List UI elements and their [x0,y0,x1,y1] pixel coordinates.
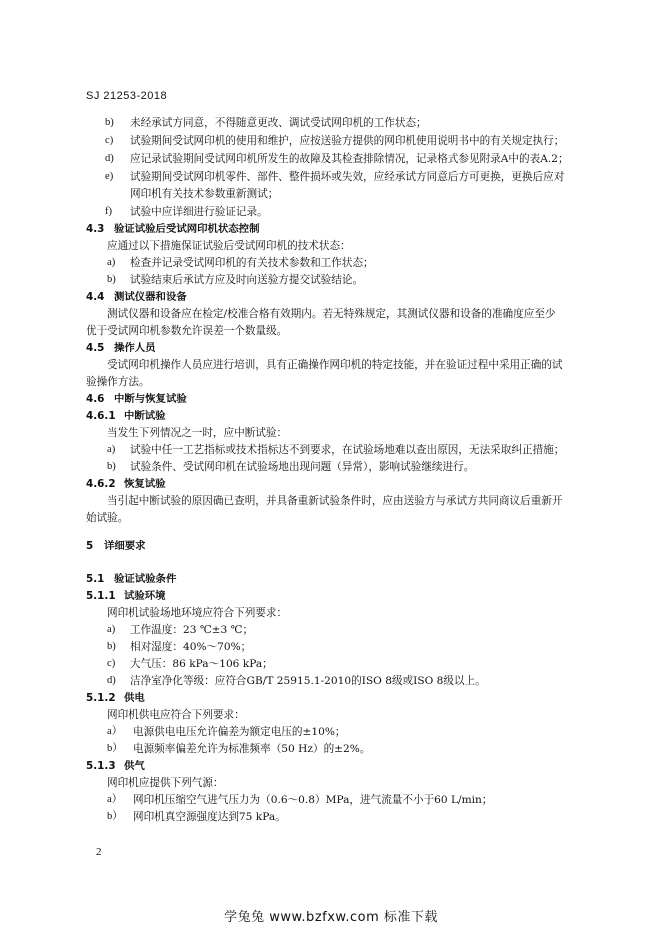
list-label: f) [105,206,113,217]
section-number: 5.1.2 [86,692,116,704]
section-title: 验证试验条件 [114,573,177,585]
list-label: a） [107,726,123,737]
section-intro: 当发生下列情况之一时，应中断试验： [107,427,288,439]
list-item-continuation: 网印机有关技术参数重新测试； [130,188,279,200]
list-label: a) [107,444,116,455]
list-item: 试验期间受试网印机零件、部件、整件损坏或失效，应经承试方同意后方可更换，更换后应对 [130,171,565,183]
document-code: SJ 21253-2018 [86,90,168,102]
section-title: 供电 [124,692,145,704]
section-intro: 网印机试验场地环境应符合下列要求： [107,607,288,619]
section-intro: 网印机应提供下列气源： [107,777,224,789]
paragraph-line: 优于受试网印机参数允许误差一个数量级。 [86,325,288,337]
section-title: 操作人员 [114,342,156,354]
section-number: 4.6.2 [86,478,116,490]
section-number: 4.6.1 [86,410,116,422]
section-title: 详细要求 [104,540,146,552]
list-label: c) [105,135,114,146]
section-number: 5.1 [86,573,105,585]
section-title: 恢复试验 [124,478,166,490]
list-item: 工作温度：23 ℃±3 ℃； [130,624,254,636]
section-number: 5.1.1 [86,590,116,602]
list-item: 试验中任一工艺指标或技术指标达不到要求，在试验场地难以查出原因，无法采取纠正措施； [130,444,565,456]
section-title: 供气 [124,760,145,772]
list-label: e) [105,171,114,182]
list-item: 试验中应详细进行验证记录。 [130,206,268,218]
list-item: 网印机真空源强度达到75 kPa。 [133,811,286,823]
list-item: 应记录试验期间受试网印机所发生的故障及其检查排除情况，记录格式参见附录A中的表A.2； [130,153,569,165]
list-item: 相对湿度：40%～70%； [130,641,252,653]
section-title: 中断试验 [124,410,166,422]
list-label: b） [107,811,123,822]
section-intro: 网印机供电应符合下列要求： [107,709,245,721]
paragraph-line: 当引起中断试验的原因确已查明，并具备重新试验条件时，应由送验方与承试方共同商议后重新开 [107,495,563,507]
list-label: b） [107,743,123,754]
section-title: 试验环境 [124,590,166,602]
list-label: d) [105,153,114,164]
list-item: 未经承试方同意，不得随意更改、调试受试网印机的工作状态； [130,117,427,129]
list-item: 试验结束后承试方应及时向送验方提交试验结论。 [130,274,364,286]
section-title: 测试仪器和设备 [114,291,187,303]
paragraph-line: 始试验。 [86,512,129,524]
page-number: 2 [96,846,102,858]
section-intro: 应通过以下措施保证试验后受试网印机的技术状态： [107,240,351,252]
section-number: 4.4 [86,291,105,303]
list-label: a) [107,257,116,268]
section-title: 验证试验后受试网印机状态控制 [114,223,260,235]
list-item: 电源供电电压允许偏差为额定电压的±10%； [133,726,346,738]
section-number: 4.3 [86,223,105,235]
list-label: b) [107,461,116,472]
list-label: b) [107,274,116,285]
paragraph-line: 验操作方法。 [86,376,150,388]
list-item: 试验期间受试网印机的使用和维护，应按送验方提供的网印机使用说明书中的有关规定执行； [130,135,565,147]
section-number: 4.6 [86,393,105,405]
list-label: b) [107,641,116,652]
list-label: a) [107,624,116,635]
list-label: b) [105,117,114,128]
list-item: 洁净室净化等级：应符合GB/T 25915.1-2010的ISO 8级或ISO 8级以上。 [130,675,486,687]
list-label: a） [107,794,123,805]
paragraph-line: 受试网印机操作人员应进行培训，具有正确操作网印机的特定技能，并在验证过程中采用正确的试 [107,359,563,371]
list-item: 电源频率偏差允许为标准频率（50 Hz）的±2%。 [133,743,371,755]
list-item: 检查并记录受试网印机的有关技术参数和工作状态； [130,257,374,269]
list-item: 网印机压缩空气进气压力为（0.6～0.8）MPa，进气流量不小于60 L/min； [133,794,493,806]
list-label: d) [107,675,116,686]
section-number: 5.1.3 [86,760,116,772]
section-title: 中断与恢复试验 [114,393,187,405]
section-number: 4.5 [86,342,105,354]
section-number: 5 [86,540,94,552]
list-label: c) [107,658,116,669]
list-item: 试验条件、受试网印机在试验场地出现问题（异常），影响试验继续进行。 [130,461,475,473]
footer-text: 学兔兔 www.bzfxw.com 标准下载 [224,910,438,925]
list-item: 大气压：86 kPa～106 kPa； [130,658,273,670]
paragraph-line: 测试仪器和设备应在检定/校准合格有效期内。若无特殊规定，其测试仪器和设备的准确度应至少 [107,308,556,320]
